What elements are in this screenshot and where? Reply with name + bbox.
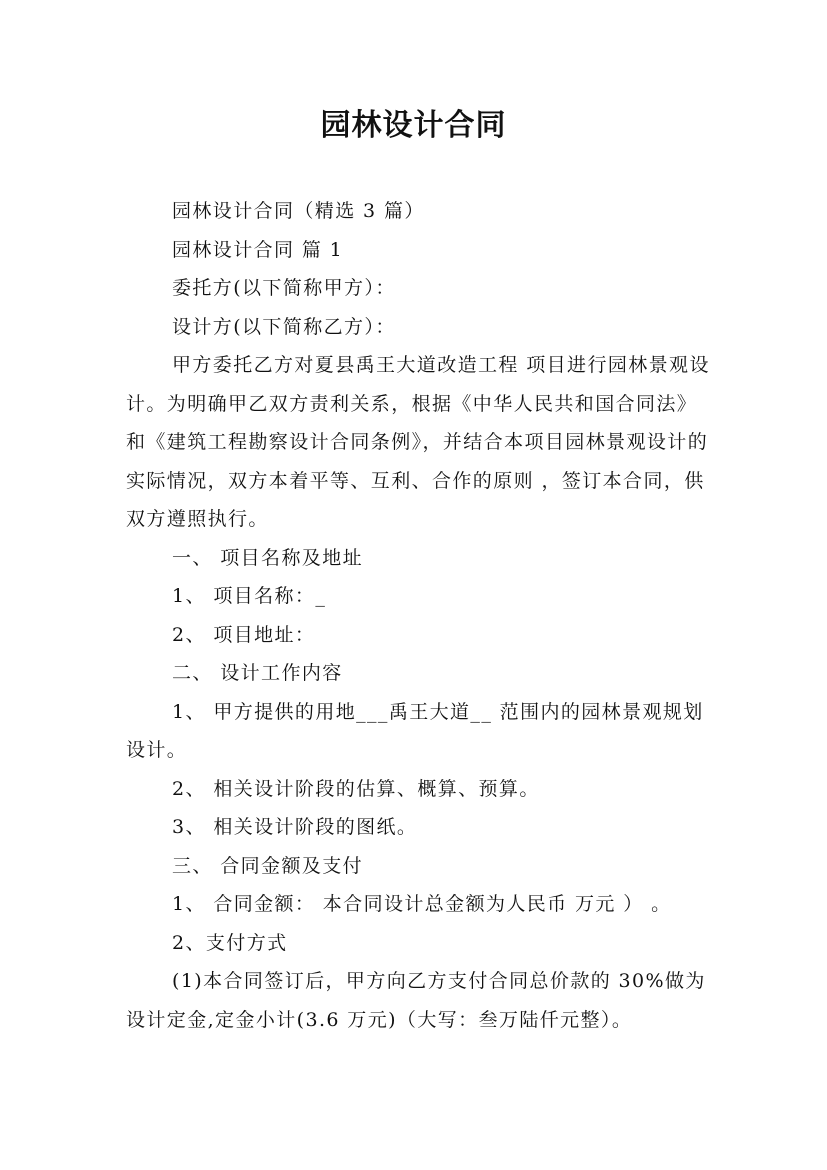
paragraph-heading-3: 三、 合同金额及支付: [172, 854, 364, 877]
paragraph-client: 委托方(以下简称甲方）：: [172, 277, 396, 299]
paragraph-item: 2、支付方式: [172, 931, 288, 954]
paragraph-item: 2、 项目地址：: [172, 623, 316, 646]
paragraph-item: 1、 项目名称：_: [172, 585, 327, 607]
paragraph-item: 1、 合同金额： 本合同设计总金额为人民币 万元 ） 。: [172, 893, 672, 915]
paragraph-heading-2: 二、 设计工作内容: [172, 662, 343, 684]
paragraph-subtitle: 园林设计合同（精选 3 篇）: [172, 200, 425, 222]
paragraph-item: (1)本合同签订后，甲方向乙方支付合同总价款的 30%做为设计定金,定金小计(3.6 万元)（大写：叁万陆仟元整）。: [126, 970, 706, 1031]
document-body: [126, 192, 711, 1039]
paragraph-item: 3、 相关设计阶段的图纸。: [172, 816, 418, 838]
paragraph-item: 1、 甲方提供的用地___禹王大道__ 范围内的园林景观规划设计。: [126, 700, 704, 761]
paragraph-heading-1: 一、 项目名称及地址: [172, 546, 364, 569]
paragraph-intro: 甲方委托乙方对夏县禹王大道改造工程 项目进行园林景观设计。为明确甲乙双方责利关系，根据《中华人民共和国合同法》和《建筑工程勘察设计合同条例》，并结合本项目园林景观设计的实际情况，双方本着平等、互利、合作的原则 ，签订本合同，供双方遵照执行。: [126, 354, 710, 530]
paragraph-section-heading: 园林设计合同 篇 1: [172, 238, 344, 261]
paragraph-designer: 设计方(以下简称乙方）：: [172, 315, 396, 338]
paragraph-item: 2、 相关设计阶段的估算、概算、预算。: [172, 777, 540, 800]
document-title: 园林设计合同: [320, 108, 507, 143]
